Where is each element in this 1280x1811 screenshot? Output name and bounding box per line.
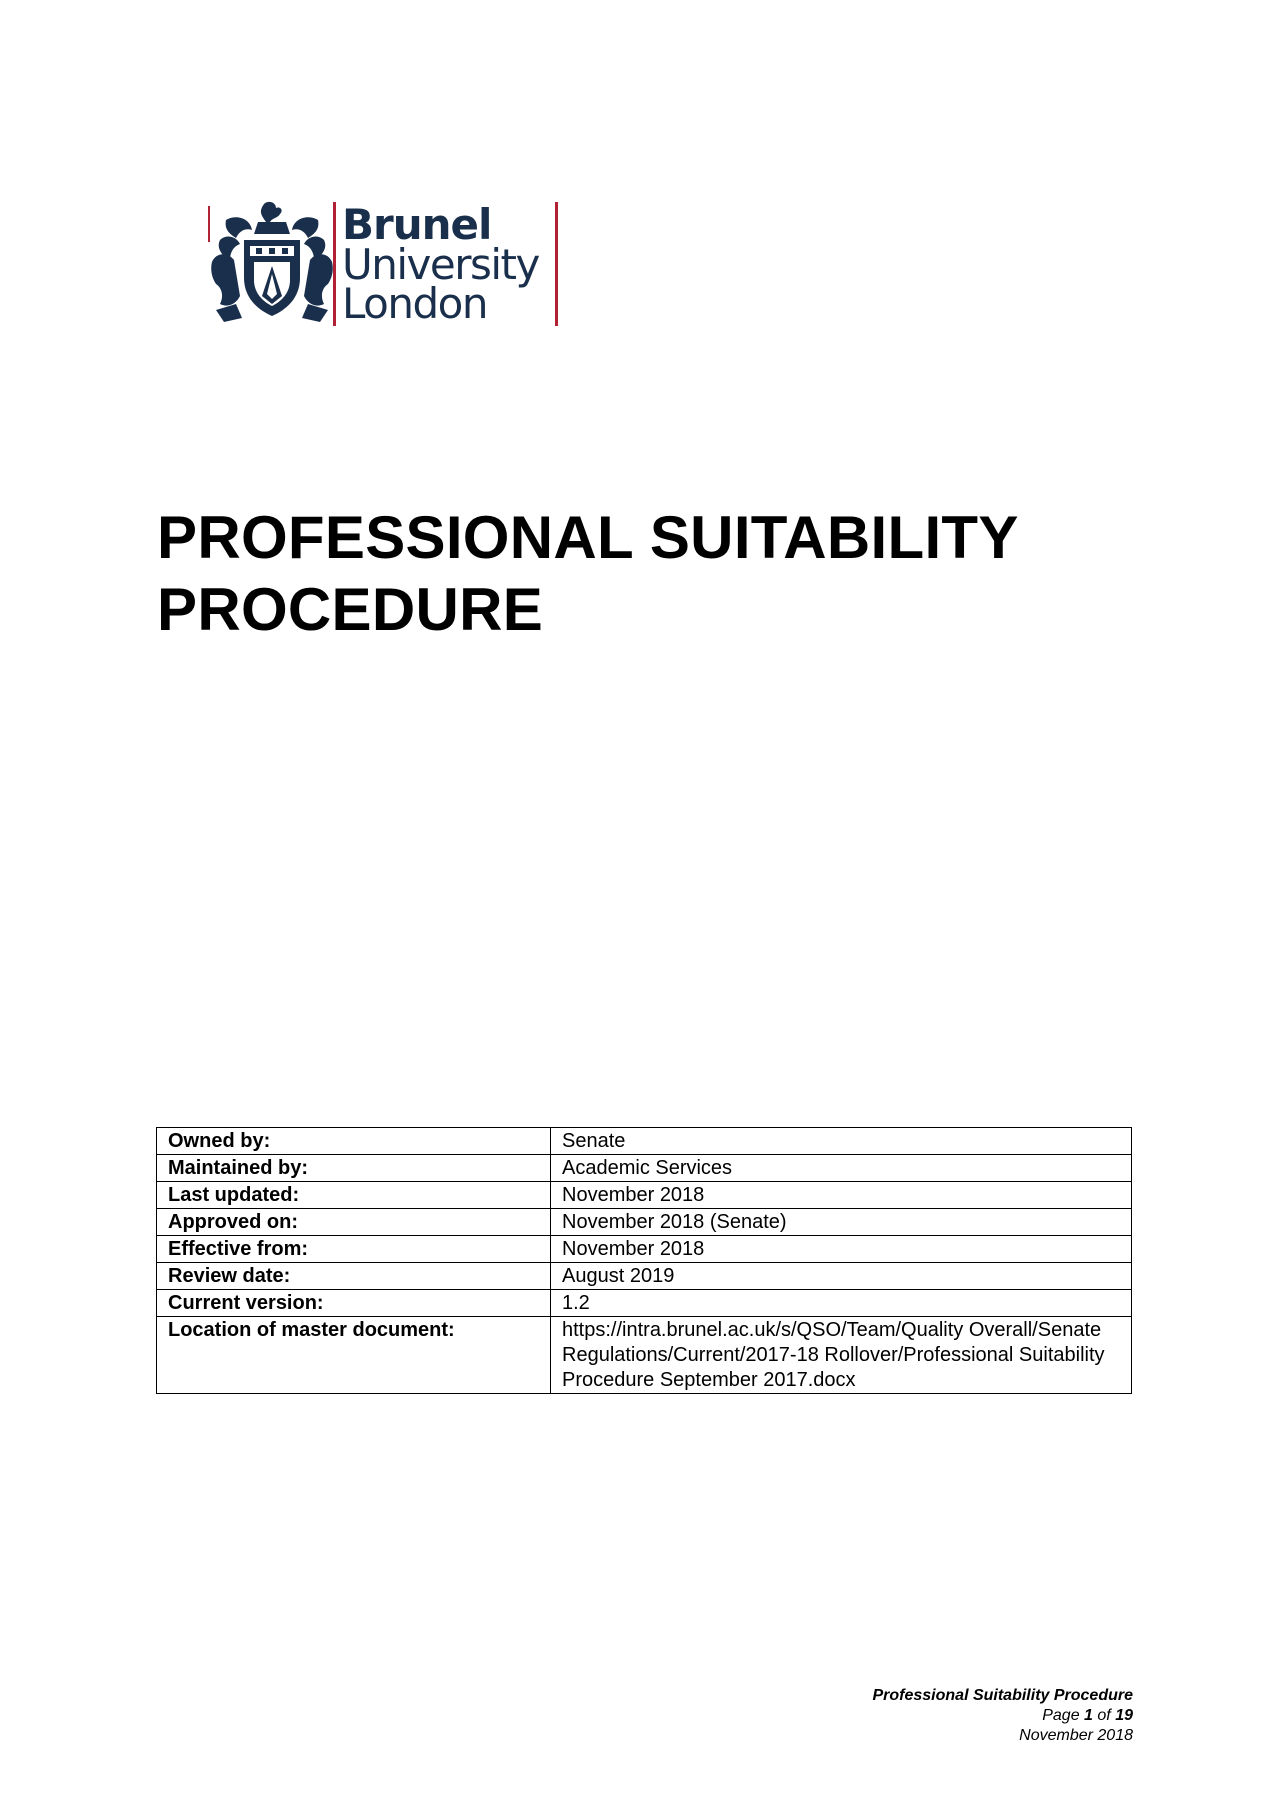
row-value: August 2019 — [551, 1263, 1132, 1290]
table-row — [157, 1128, 1132, 1155]
row-value: November 2018 — [551, 1236, 1132, 1263]
logo-line-university: University — [342, 240, 539, 289]
row-label: Owned by: — [157, 1128, 551, 1155]
footer-page-total: 19 — [1115, 1707, 1133, 1724]
table-row — [157, 1155, 1132, 1182]
row-label: Review date: — [157, 1263, 551, 1290]
logo-wordmark — [342, 200, 539, 328]
row-label: Maintained by: — [157, 1155, 551, 1182]
footer-page-number — [872, 1706, 1133, 1726]
row-value: November 2018 — [551, 1182, 1132, 1209]
page-footer — [872, 1686, 1133, 1746]
row-value: 1.2 — [551, 1290, 1132, 1317]
footer-page-of: of — [1097, 1707, 1111, 1724]
logo-line-london: London — [342, 279, 487, 328]
row-label: Approved on: — [157, 1209, 551, 1236]
row-label: Last updated: — [157, 1182, 551, 1209]
document-title-line-1: PROFESSIONAL SUITABILITY — [157, 504, 1019, 571]
row-label: Effective from: — [157, 1236, 551, 1263]
footer-page-prefix: Page — [1042, 1707, 1080, 1724]
table-row — [157, 1263, 1132, 1290]
document-info-table — [156, 1127, 1132, 1394]
table-row — [157, 1182, 1132, 1209]
table-row — [157, 1236, 1132, 1263]
row-value-link[interactable]: https://intra.brunel.ac.uk/s/QSO/Team/Quality Overall/Senate Regulations/Current/2017-18 Rollover/Professional Suitability Procedure September 2017.docx — [551, 1317, 1132, 1394]
footer-document-name: Professional Suitability Procedure — [872, 1687, 1133, 1704]
table-row — [157, 1317, 1132, 1394]
table-row — [157, 1290, 1132, 1317]
row-label: Current version: — [157, 1290, 551, 1317]
university-crest-icon — [206, 200, 342, 330]
document-title — [157, 502, 1157, 646]
row-value: November 2018 (Senate) — [551, 1209, 1132, 1236]
brunel-logo — [206, 200, 566, 330]
row-value: Academic Services — [551, 1155, 1132, 1182]
row-label: Location of master document: — [157, 1317, 551, 1394]
footer-date: November 2018 — [1019, 1727, 1133, 1744]
table-row — [157, 1209, 1132, 1236]
footer-page-current: 1 — [1084, 1707, 1093, 1724]
logo-right-bar — [555, 202, 558, 326]
row-value: Senate — [551, 1128, 1132, 1155]
document-title-line-2: PROCEDURE — [157, 576, 544, 643]
logo-line-brunel: Brunel — [342, 200, 492, 249]
